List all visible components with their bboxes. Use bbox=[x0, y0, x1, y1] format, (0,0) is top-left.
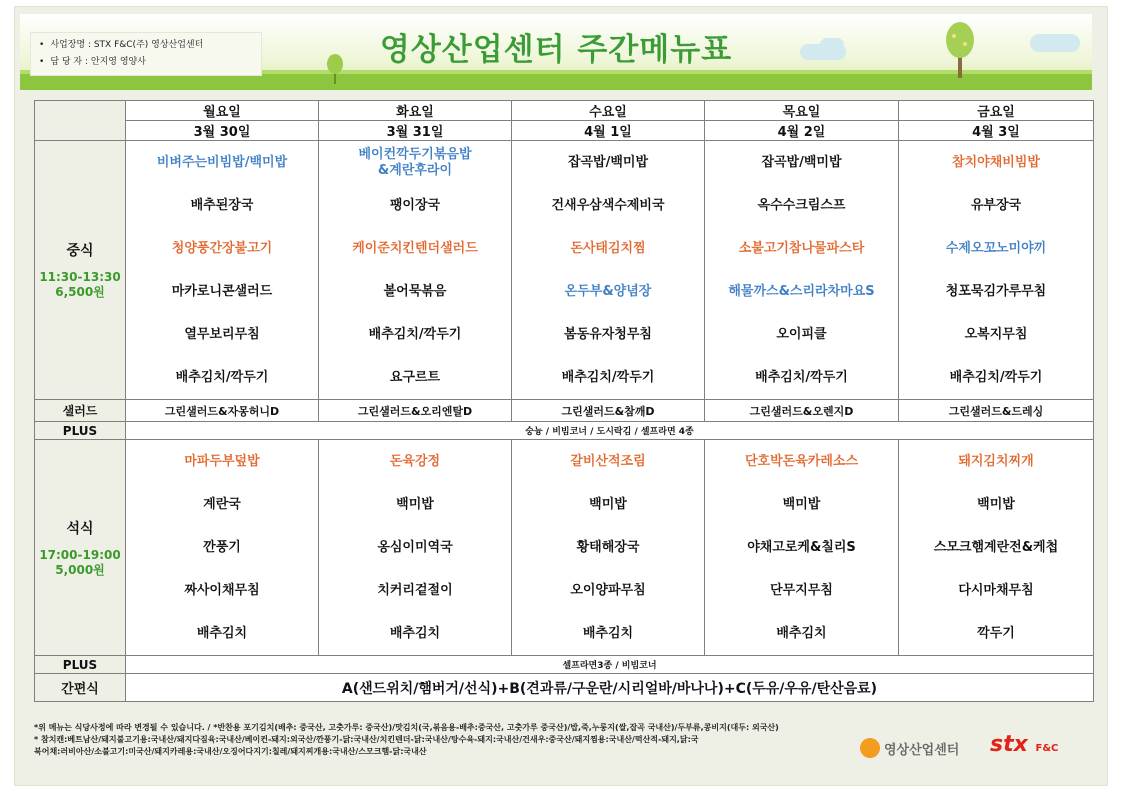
lunch-time: 11:30-13:30 bbox=[39, 270, 121, 284]
menu-item: 오복지무침 bbox=[964, 326, 1028, 342]
lunch-label: 중식 bbox=[66, 243, 94, 259]
dinner-menu-cell bbox=[319, 440, 512, 656]
menu-item: 마카로니콘샐러드 bbox=[171, 283, 273, 299]
footer-line: * 참치캔:베트남산/돼지불고기용:국내산/돼지다짐육:국내산/베이컨-돼지:외국산/깐풍기-닭:국내산/치킨텐더-닭:국내산/탕수육-돼지:국내산/건새우:중국산/돼지찜용:국내산/떡산적-돼지,닭:국 bbox=[34, 735, 699, 744]
menu-table bbox=[34, 100, 1094, 702]
salad-row bbox=[35, 400, 1094, 422]
menu-item: 요구르트 bbox=[389, 369, 441, 385]
center-logo bbox=[860, 738, 959, 758]
menu-item: 케이준치킨텐더샐러드 bbox=[352, 240, 478, 256]
snack-text: A(샌드위치/햄버거/선식)+B(견과류/구운란/시리얼바/바나나)+C(두유/우유/탄산음료) bbox=[126, 674, 1094, 702]
menu-item: 유부장국 bbox=[970, 197, 1022, 213]
salad-item: 그린샐러드&참깨D bbox=[512, 400, 705, 422]
menu-item: 계란국 bbox=[203, 496, 241, 512]
menu-item: 야채고로케&칠리S bbox=[747, 539, 856, 555]
info-manager: • 담 당 자 : 안지영 영양사 bbox=[39, 54, 253, 71]
menu-item: 오이피클 bbox=[776, 326, 827, 342]
menu-item: 다시마채무침 bbox=[958, 582, 1034, 598]
plus-dinner-text: 셀프라면3종 / 비빔코너 bbox=[126, 656, 1094, 674]
menu-item: 배추김치/깍두기 bbox=[175, 369, 269, 385]
menu-item: 옹심이미역국 bbox=[377, 539, 453, 555]
lunch-label-cell bbox=[35, 141, 126, 400]
page-title: 영상산업센터 주간메뉴표 bbox=[379, 32, 733, 68]
menu-item: 팽이장국 bbox=[389, 197, 441, 213]
menu-item: 옥수수크림스프 bbox=[757, 197, 846, 213]
menu-item: 마파두부덮밥 bbox=[184, 453, 260, 469]
salad-item: 그린샐러드&오렌지D bbox=[705, 400, 899, 422]
menu-item: 돈사태김치찜 bbox=[570, 240, 646, 256]
stx-logo bbox=[990, 732, 1058, 757]
plus-dinner-row bbox=[35, 656, 1094, 674]
menu-item: 배추김치 bbox=[196, 625, 248, 641]
salad-item: 그린샐러드&드레싱 bbox=[899, 400, 1094, 422]
day-date: 4월 1일 bbox=[512, 121, 705, 141]
dinner-row bbox=[35, 440, 1094, 656]
footer-line: *위 메뉴는 식당사정에 따라 변경될 수 있습니다. / *반찬용 포기김치(배추: 중국산, 고춧가루: 중국산)/맛김치(국,볶음용-배추:중국산, 고춧가루 중국산)/밥,죽,누룽지(쌀,잡곡 국내산)/두부류,콩비지(대두: 외국산) bbox=[34, 723, 779, 732]
menu-item: 오이양파무침 bbox=[570, 582, 646, 598]
lunch-price: 6,500원 bbox=[55, 285, 105, 299]
salad-label: 샐러드 bbox=[35, 400, 126, 422]
dinner-menu-cell bbox=[899, 440, 1094, 656]
plus-label: PLUS bbox=[35, 422, 126, 440]
header-row-dates bbox=[35, 121, 1094, 141]
menu-item: 건새우삼색수제비국 bbox=[551, 197, 665, 213]
menu-item: 배추된장국 bbox=[190, 197, 254, 213]
lunch-menu-cell bbox=[705, 141, 899, 400]
menu-item: 볼어묵볶음 bbox=[383, 283, 447, 299]
center-logo-mark-icon bbox=[860, 738, 880, 758]
menu-item: 배추김치/깍두기 bbox=[949, 369, 1043, 385]
menu-item: 배추김치/깍두기 bbox=[368, 326, 462, 342]
menu-item: 백미밥 bbox=[396, 496, 434, 512]
menu-item: 깍두기 bbox=[977, 625, 1015, 641]
dinner-menu-cell bbox=[512, 440, 705, 656]
day-date: 3월 30일 bbox=[126, 121, 319, 141]
menu-item: 소불고기참나물파스타 bbox=[738, 240, 865, 256]
menu-item: 백미밥 bbox=[589, 496, 627, 512]
stx-logo-sub: F&C bbox=[1035, 743, 1059, 754]
menu-item: 청포묵김가루무침 bbox=[945, 283, 1047, 299]
menu-item: 온두부&양념장 bbox=[564, 283, 652, 299]
stx-logo-text: stx bbox=[990, 732, 1028, 757]
menu-item: 갈비산적조림 bbox=[570, 453, 646, 469]
dinner-menu-cell bbox=[126, 440, 319, 656]
menu-item: 참치야채비빔밥 bbox=[952, 154, 1040, 170]
menu-item: 청양풍간장불고기 bbox=[171, 240, 273, 256]
header-banner bbox=[20, 14, 1092, 90]
footer-notes bbox=[34, 722, 864, 758]
menu-item: 잡곡밥/백미밥 bbox=[761, 154, 842, 170]
snack-label: 간편식 bbox=[35, 674, 126, 702]
menu-item: 수제오꼬노미야끼 bbox=[945, 240, 1047, 256]
dinner-price: 5,000원 bbox=[55, 562, 105, 577]
plus-lunch-text: 숭늉 / 비빔코너 / 도시락김 / 셀프라면 4종 bbox=[126, 422, 1094, 440]
day-date: 3월 31일 bbox=[319, 121, 512, 141]
menu-item: 해물까스&스리라차마요S bbox=[728, 283, 875, 299]
menu-item: 백미밥 bbox=[782, 496, 821, 512]
dinner-time: 17:00-19:00 bbox=[39, 547, 121, 562]
menu-item: 배추김치/깍두기 bbox=[755, 369, 848, 385]
menu-item: 잡곡밥/백미밥 bbox=[567, 154, 649, 170]
lunch-menu-cell bbox=[899, 141, 1094, 400]
day-name: 월요일 bbox=[126, 101, 319, 121]
menu-item: 배추김치 bbox=[389, 625, 441, 641]
menu-item: 배추김치/깍두기 bbox=[561, 369, 655, 385]
menu-item: 배추김치 bbox=[776, 625, 827, 641]
salad-item: 그린샐러드&오리엔탈D bbox=[319, 400, 512, 422]
plus-lunch-row bbox=[35, 422, 1094, 440]
menu-item: 베이컨깍두기볶음밥 &계란후라이 bbox=[358, 146, 472, 178]
footer-line: 북어채:러비아산/소불고기:미국산/돼지카레용:국내산/오징어다지기:칠레/돼지찌개용:국내산/스모크햄-닭:국내산 bbox=[34, 747, 427, 756]
lunch-row bbox=[35, 141, 1094, 400]
menu-item: 돈육강정 bbox=[389, 453, 441, 469]
menu-item: 단무지무침 bbox=[770, 582, 833, 598]
info-site: • 사업장명 : STX F&C(주) 영상산업센터 bbox=[39, 37, 253, 54]
dinner-label-cell bbox=[35, 440, 126, 656]
day-date: 4월 3일 bbox=[899, 121, 1094, 141]
menu-item: 백미밥 bbox=[977, 496, 1015, 512]
plus-label: PLUS bbox=[35, 656, 126, 674]
lunch-menu-cell bbox=[512, 141, 705, 400]
day-date: 4월 2일 bbox=[705, 121, 899, 141]
menu-item: 비벼주는비빔밥/백미밥 bbox=[156, 154, 288, 170]
corner-cell bbox=[35, 101, 126, 141]
menu-item: 단호박돈육카레소스 bbox=[744, 453, 859, 469]
day-name: 목요일 bbox=[705, 101, 899, 121]
snack-row bbox=[35, 674, 1094, 702]
menu-item: 열무보리무침 bbox=[184, 326, 260, 342]
day-name: 수요일 bbox=[512, 101, 705, 121]
salad-item: 그린샐러드&자몽허니D bbox=[126, 400, 319, 422]
menu-item: 봄동유자청무침 bbox=[564, 326, 652, 342]
menu-item: 깐풍기 bbox=[203, 539, 241, 555]
menu-item: 황태해장국 bbox=[576, 539, 640, 555]
dinner-label: 석식 bbox=[66, 520, 94, 537]
day-name: 화요일 bbox=[319, 101, 512, 121]
lunch-menu-cell bbox=[319, 141, 512, 400]
menu-item: 치커리겉절이 bbox=[377, 582, 453, 598]
center-logo-text: 영상산업센터 bbox=[884, 742, 960, 758]
lunch-menu-cell bbox=[126, 141, 319, 400]
menu-item: 배추김치 bbox=[582, 625, 634, 641]
menu-item: 짜사이채무침 bbox=[184, 582, 260, 598]
day-name: 금요일 bbox=[899, 101, 1094, 121]
dinner-menu-cell bbox=[705, 440, 899, 656]
header-row-days bbox=[35, 101, 1094, 121]
menu-item: 돼지김치찌개 bbox=[958, 453, 1034, 469]
menu-item: 스모크햄계란전&케첩 bbox=[933, 539, 1059, 555]
